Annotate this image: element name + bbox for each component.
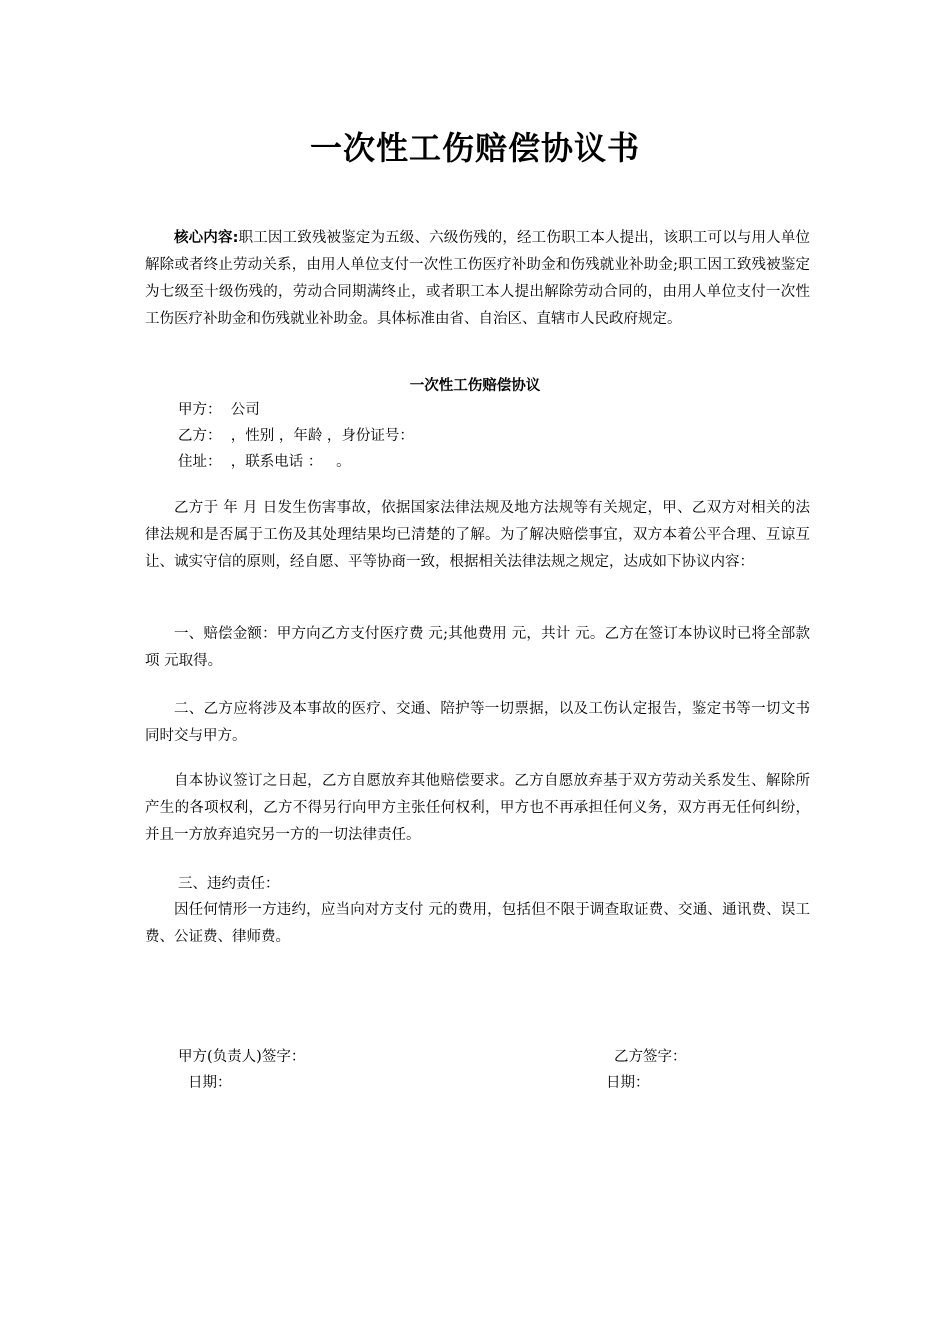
clause-breach-text: 因任何情形一方违约，应当向对方支付 元的费用，包括但不限于调查取证费、交通、通讯费、误工费、公证费、律师费。 [145,902,810,945]
core-content-paragraph [145,225,810,333]
party-a-date-label: 日期： [188,1075,232,1091]
address-line: 住址： ，联系电话 ： 。 [178,454,351,470]
agreement-subtitle: 一次性工伤赔偿协议 [409,378,541,394]
party-a-signature-label: 甲方(负责人)签字： [178,1049,306,1065]
intro-paragraph: 乙方于 年 月 日发生伤害事故，依据国家法律法规及地方法规等有关规定，甲、乙双方对相关的法律法规和是否属于工伤及其处理结果均已清楚的了解。为了解决赔偿事宜，双方本着公平合理、互谅互让、诚实守信的原则，经自愿、平等协商一致，根据相关法律法规之规定，达成如下协议内容： [145,500,810,570]
party-a-line: 甲方： 公司 [178,402,260,418]
core-content-label: 核心内容: [174,230,239,246]
party-b-line: 乙方： ，性别 ，年龄 ，身份证号： [178,428,414,444]
clause-breach-heading: 三、违约责任： [178,876,280,892]
clause-compensation: 一、赔偿金额：甲方向乙方支付医疗费 元;其他费用 元，共计 元。乙方在签订本协议时已将全部款项 元取得。 [145,626,810,669]
document-title: 一次性工伤赔偿协议书 [309,129,640,167]
clause-waiver: 自本协议签订之日起，乙方自愿放弃其他赔偿要求。乙方自愿放弃基于双方劳动关系发生、解除所产生的各项权利，乙方不得另行向甲方主张任何权利，甲方也不再承担任何义务，双方再无任何纠纷，并且一方放弃追究另一方的一切法律责任。 [145,773,810,843]
party-b-date-label: 日期： [606,1075,650,1091]
clause-documents: 二、乙方应将涉及本事故的医疗、交通、陪护等一切票据，以及工伤认定报告，鉴定书等一切文书同时交与甲方。 [145,701,810,744]
core-content-text: 职工因工致残被鉴定为五级、六级伤残的，经工伤职工本人提出，该职工可以与用人单位解除或者终止劳动关系，由用人单位支付一次性工伤医疗补助金和伤残就业补助金;职工因工致残被鉴定为七级至十级伤残的，劳动合同期满终止，或者职工本人提出解除劳动合同的，由用人单位支付一次性工伤医疗补助金和伤残就业补助金。具体标准由省、自治区、直辖市人民政府规定。 [145,230,810,327]
party-b-signature-label: 乙方签字： [614,1049,687,1065]
